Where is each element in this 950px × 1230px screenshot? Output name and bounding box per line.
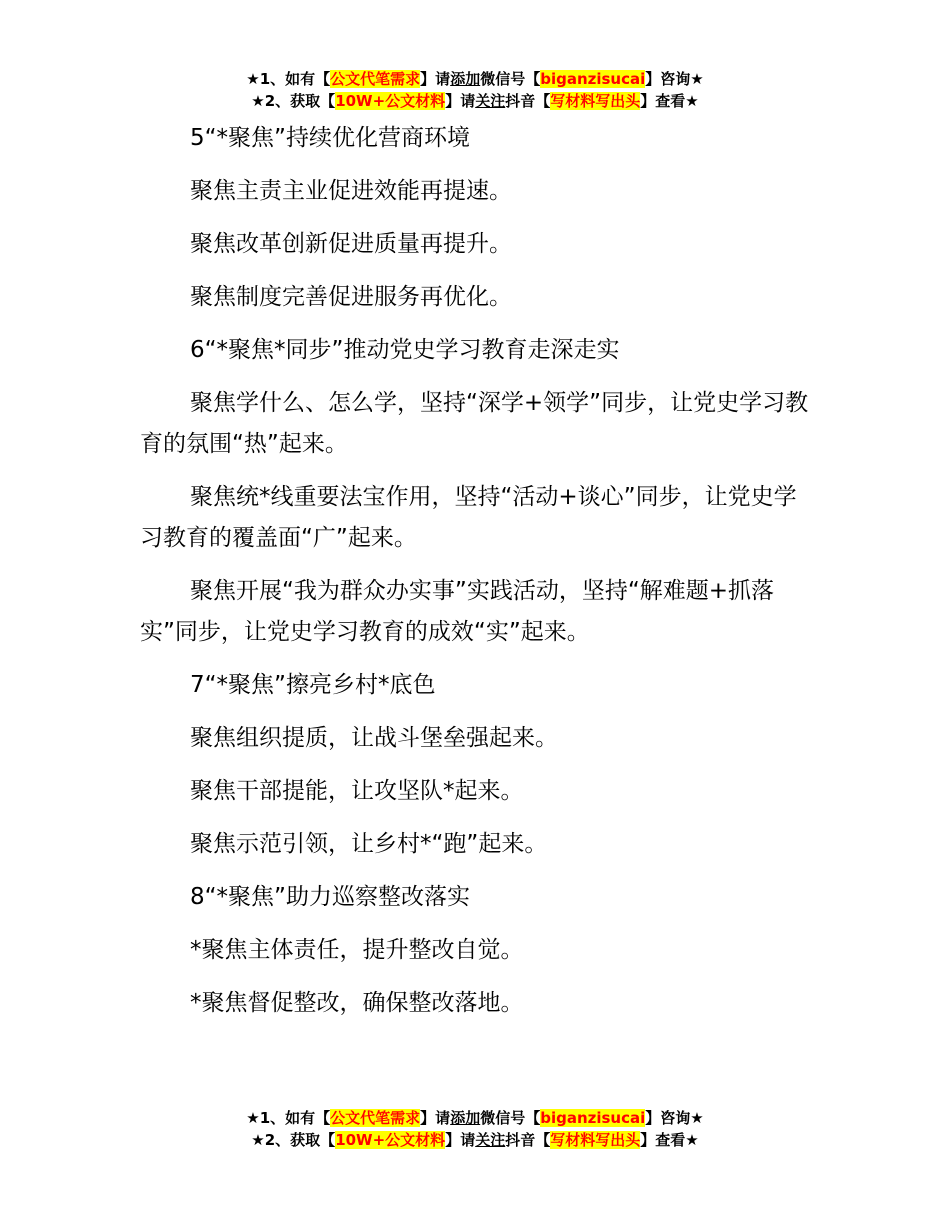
header-banner — [0, 68, 950, 112]
footer-line-2-middle-2: 抖音【 — [505, 1131, 551, 1149]
paragraph: 聚焦示范引领，让乡村*“跑”起来。 — [190, 831, 548, 857]
footer-line-2-highlight-materials: 10W+公文材料 — [335, 1131, 446, 1149]
footer-line-1-middle-2: 微信号【 — [480, 1109, 541, 1127]
paragraph: 聚焦干部提能，让攻坚队*起来。 — [190, 778, 524, 804]
banner-line-2-prefix: ★2、获取【 — [251, 92, 336, 110]
banner-line-1-middle: 】请 — [420, 70, 451, 88]
banner-line-1 — [0, 68, 950, 90]
paragraph: 聚焦统*线重要法宝作用，坚持“活动+谈心”同步，让党史学习教育的覆盖面“广”起来。 — [140, 484, 797, 551]
section-heading-5: 5“*聚焦”持续优化营商环境 — [190, 125, 470, 151]
banner-line-2-middle: 】请 — [445, 92, 476, 110]
document-body — [140, 118, 812, 1036]
footer-line-1-suffix: 】咨询★ — [645, 1109, 704, 1127]
paragraph: 聚焦主责主业促进效能再提速。 — [190, 178, 512, 204]
footer-line-2-suffix: 】查看★ — [640, 1131, 699, 1149]
footer-line-2-prefix: ★2、获取【 — [251, 1131, 336, 1149]
paragraph: *聚焦主体责任，提升整改自觉。 — [190, 937, 524, 963]
banner-line-2-suffix: 】查看★ — [640, 92, 699, 110]
paragraph: 聚焦改革创新促进质量再提升。 — [190, 231, 512, 257]
banner-line-1-emphasis: 添加 — [450, 70, 481, 88]
footer-line-2-emphasis: 关注 — [475, 1131, 506, 1149]
footer-line-1-highlight-wechat: biganzisucai — [540, 1109, 646, 1127]
banner-line-2-highlight-account: 写材料写出头 — [550, 92, 641, 110]
footer-line-1-prefix: ★1、如有【 — [246, 1109, 331, 1127]
paragraph: 聚焦开展“我为群众办实事”实践活动，坚持“解难题+抓落实”同步，让党史学习教育的成效“实”起来。 — [140, 578, 775, 645]
footer-line-1-highlight-service: 公文代笔需求 — [330, 1109, 421, 1127]
paragraph: 聚焦学什么、怎么学，坚持“深学+领学”同步，让党史学习教育的氛围“热”起来。 — [140, 390, 809, 457]
footer-line-2 — [0, 1129, 950, 1151]
section-heading-7: 7“*聚焦”擦亮乡村*底色 — [190, 672, 436, 698]
section-heading-6: 6“*聚焦*同步”推动党史学习教育走深走实 — [190, 337, 620, 363]
footer-line-1-middle: 】请 — [420, 1109, 451, 1127]
banner-line-1-middle-2: 微信号【 — [480, 70, 541, 88]
banner-line-1-highlight-wechat: biganzisucai — [540, 70, 646, 88]
paragraph: 聚焦制度完善促进服务再优化。 — [190, 284, 512, 310]
banner-line-1-prefix: ★1、如有【 — [246, 70, 331, 88]
section-heading-8: 8“*聚焦”助力巡察整改落实 — [190, 884, 470, 910]
banner-line-1-suffix: 】咨询★ — [645, 70, 704, 88]
banner-line-2 — [0, 90, 950, 112]
footer-banner — [0, 1107, 950, 1151]
paragraph: *聚焦督促整改，确保整改落地。 — [190, 990, 524, 1016]
banner-line-2-highlight-materials: 10W+公文材料 — [335, 92, 446, 110]
banner-line-2-emphasis: 关注 — [475, 92, 506, 110]
footer-line-2-middle: 】请 — [445, 1131, 476, 1149]
banner-line-1-highlight-service: 公文代笔需求 — [330, 70, 421, 88]
banner-line-2-middle-2: 抖音【 — [505, 92, 551, 110]
footer-line-1-emphasis: 添加 — [450, 1109, 481, 1127]
paragraph: 聚焦组织提质，让战斗堡垒强起来。 — [190, 725, 558, 751]
footer-line-2-highlight-account: 写材料写出头 — [550, 1131, 641, 1149]
footer-line-1 — [0, 1107, 950, 1129]
